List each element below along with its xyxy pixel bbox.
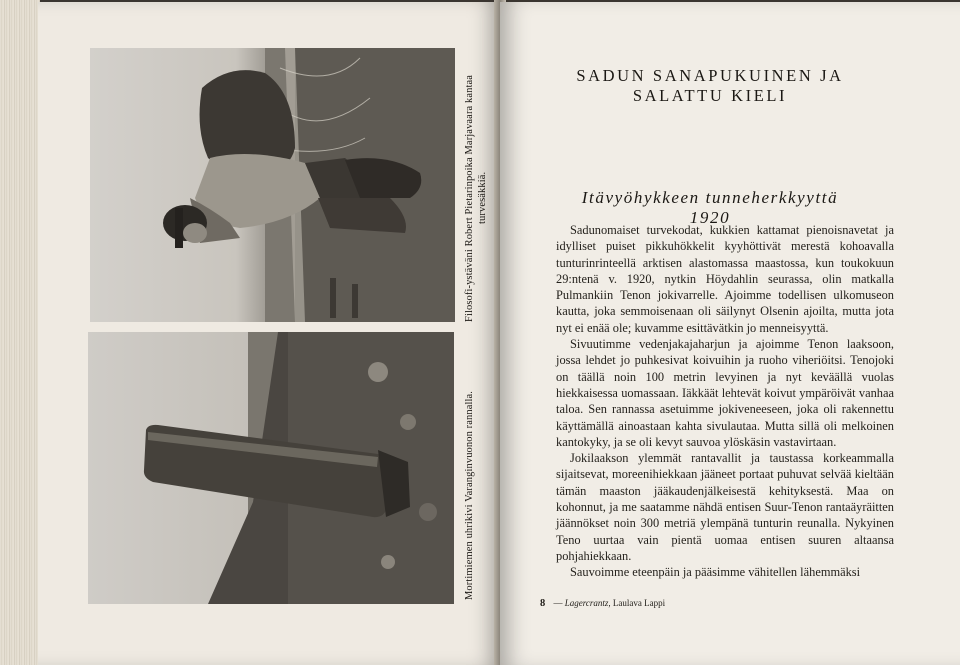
page-footer bbox=[540, 598, 665, 609]
paragraph: Sivuutimme vedenjakajaharjun ja ajoimme Tenon laaksoon, jossa lehdet jo puhkesivat koivuihin ja ruoho viheriöitsi. Tenojoki on täällä noin 100 metrin levyinen ja nyt keväällä vuolas hiekkaisessa uomassaan. Iäkkäät lehtevät koivut ympäröivät vanhaa taloa. Sen rannassa asetuimme jokiveneeseen, joka oli rakennettu käyttämällä ainoastaan kahta sivulautaa. Mutta sillä oli melkoinen kantokyky, ja se oli kevyt sauvoa ylöskäsin vastavirtaan. bbox=[556, 337, 894, 449]
caption-man-photo-line2: turvesäkkiä. bbox=[477, 171, 488, 224]
footer-separator: — bbox=[553, 598, 563, 608]
photo-man-illustration bbox=[90, 48, 455, 322]
paragraph: Sauvoimme eteenpäin ja pääsimme vähitellen lähemmäksi bbox=[570, 565, 861, 580]
chapter-title-line2: SALATTU KIELI bbox=[632, 86, 788, 105]
page-number: 8 bbox=[540, 598, 546, 609]
body-text bbox=[556, 222, 894, 581]
page-edges bbox=[0, 0, 40, 665]
chapter-title-line1: SADUN SANAPUKUINEN JA bbox=[576, 66, 844, 85]
footer-author: Lagercrantz, bbox=[564, 598, 611, 608]
section-title: Itävyöhykkeen tunneherkkyyttä 1920 bbox=[581, 188, 839, 227]
photo-sacrificial-stone bbox=[88, 332, 454, 604]
caption-man-photo: Filosofi-ystäväni Robert Pietarinpoika Marjavaara kantaa bbox=[464, 74, 475, 322]
paragraph: Sadunomaiset turvekodat, kukkien kattamat pienoisnavetat ja idylliset puiset pikkuhökkelit kyyhöttivät merestä kohoavalla tunturinrinteellä arktisen alastomassa maastossa, kun toukokuun 29:ntenä v. 1920, nytkin Höydahlin seurassa, olin matkalla Pulmankiin Tenon jokivarrelle. Ajoimme todellisen ulkomuseon kautta, joka semmoisenaan oli säilynyt Olsenin ajoilta, mutta jota nyt ei enää ole; kuvamme esittävätkin jo menneisyyttä. bbox=[556, 223, 894, 335]
photo-man-carrying-peat bbox=[90, 48, 455, 322]
chapter-title bbox=[560, 66, 860, 106]
photo-stone-illustration bbox=[88, 332, 454, 604]
footer-book: Laulava Lappi bbox=[612, 598, 666, 608]
paragraph: Jokilaakson ylemmät rantavallit ja taustassa korkeammalla sijaitsevat, moreenihiekkaan jääneet portaat puhuvat selvää kieltään tämän maaston jääkaudenjälkeisestä kehityksestä. Maa on kohonnut, ja me saatamme nähdä entisen Suur-Tenon rantaäyräitten jäännökset noin 300 metriä ylempänä tunturin reunalla. Nykyinen Teno uurtaa vain pientä uomaa entisen suuren altaansa pohjahiekkaan. bbox=[556, 451, 894, 563]
caption-stone-photo: Mortimiemen uhrikivi Varanginvuonon rannalla. bbox=[464, 390, 475, 600]
